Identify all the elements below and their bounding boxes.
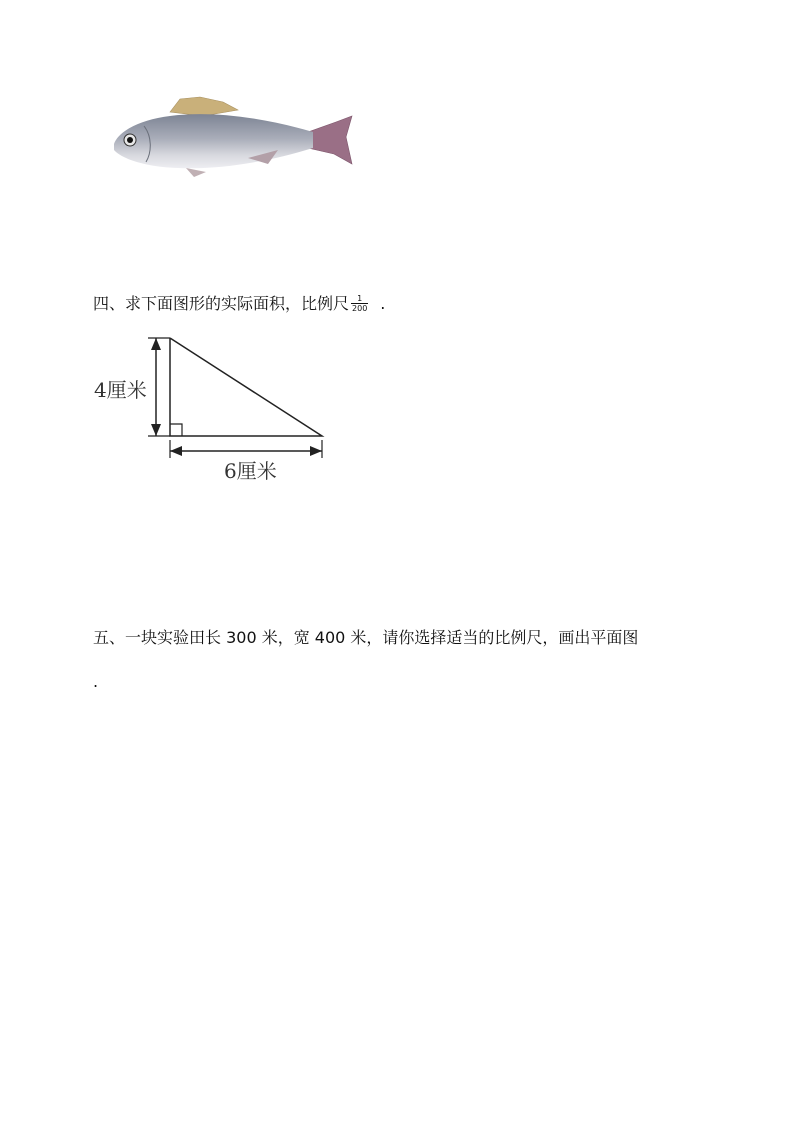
width-label: 6厘米 [224,459,277,483]
question-4-period: . [380,294,386,313]
question-5-trailing-period: . [93,672,99,691]
height-label: 4厘米 [94,378,147,402]
question-4 [93,294,385,314]
width-arrow-left [170,446,182,456]
scale-numerator: 1 [351,294,368,304]
height-arrow-top [151,338,161,350]
height-arrow-bottom [151,424,161,436]
scale-fraction [351,294,368,313]
right-angle-marker [170,424,182,436]
scale-denominator: 200 [352,304,368,313]
width-arrow-right [310,446,322,456]
fish-image [108,92,358,182]
right-triangle-diagram [90,330,340,490]
question-5-text: 五、一块实验田长 300 米，宽 400 米，请你选择适当的比例尺，画出平面图 [93,628,639,647]
question-5 [93,628,638,648]
triangle-outline [170,338,322,436]
question-4-text: 四、求下面图形的实际面积，比例尺 [93,294,350,313]
